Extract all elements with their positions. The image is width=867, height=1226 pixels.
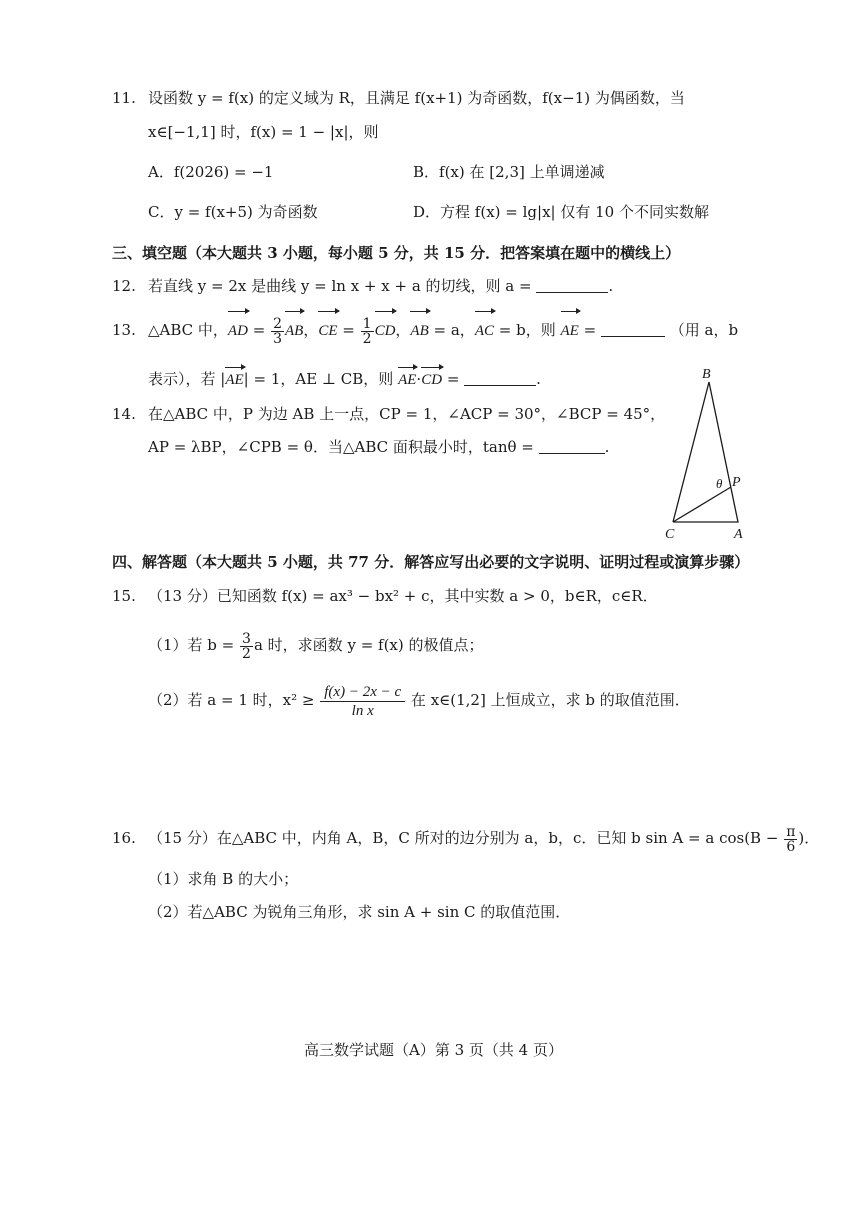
vector-cd-2: CD (421, 372, 443, 388)
vector-ab: AB (285, 314, 303, 348)
frac-den: 2 (362, 330, 372, 347)
dot-product: · (416, 370, 422, 388)
q13-line2-mid: | = 1，AE ⊥ CB，则 (243, 370, 394, 388)
q12-answer-blank[interactable] (536, 278, 608, 293)
fraction-3-2 (240, 632, 253, 661)
section4-heading: 四、解答题（本大题共 5 小题，共 77 分．解答应写出必要的文字说明、证明过程或演算步骤） (112, 553, 750, 571)
q16-stem-start: （15 分）在△ABC 中，内角 A，B，C 所对的边分别为 a，b，c．已知 b sin A = a cos(B − (148, 829, 779, 847)
vector-ae-3: AE (398, 372, 417, 388)
q12-end: . (608, 277, 614, 295)
q13-eq2: = (342, 321, 355, 339)
frac-den: 2 (242, 645, 251, 662)
q13-end: . (536, 370, 541, 388)
vector-ad: AD (228, 314, 248, 348)
triangle-abc (673, 382, 738, 522)
q16-part2: （2）若△ABC 为锐角三角形，求 sin A + sin C 的取值范围． (148, 903, 571, 921)
vector-ab-2: AB (410, 314, 428, 348)
q14-number: 14. (112, 405, 136, 423)
q15-part1-start: （1）若 b = (148, 636, 235, 654)
vector-cd: CD (375, 314, 396, 348)
q13-eq4: = (446, 370, 460, 388)
frac-num: 1 (362, 315, 372, 332)
q16-number: 16. (112, 829, 136, 847)
q15-number: 15. (112, 587, 136, 605)
q13-tail: （用 a，b (669, 321, 739, 339)
frac-num: 2 (273, 315, 282, 332)
q14-answer-blank[interactable] (539, 439, 605, 454)
q16-part1: （1）求角 B 的大小； (148, 870, 299, 888)
fraction-2-3 (271, 317, 284, 346)
q16-stem-end: )． (798, 829, 820, 847)
vector-ce: CE (318, 314, 337, 348)
q15-part2-start: （2）若 a = 1 时，x² ≥ (148, 691, 315, 709)
q12-question (148, 276, 613, 296)
comma: ， (395, 321, 411, 339)
q13-answer-blank-2[interactable] (464, 371, 536, 386)
vector-ae: AE (561, 314, 579, 348)
q13-eq1: = (252, 321, 266, 339)
vector-ac: AC (475, 314, 494, 348)
label-theta: θ (716, 476, 723, 491)
q14-line1: 在△ABC 中，P 为边 AB 上一点，CP = 1，∠ACP = 30°，∠BCP = 45°， (148, 405, 666, 423)
label-b: B (702, 367, 711, 382)
frac-den: 3 (273, 330, 282, 347)
frac-num: 3 (242, 630, 251, 647)
q13-line2-start: 表示），若 | (148, 370, 226, 388)
q13-eq-a: = a， (433, 321, 475, 339)
section3-heading: 三、填空题（本大题共 3 小题，每小题 5 分，共 15 分．把答案填在题中的横线上） (112, 244, 681, 262)
label-p: P (732, 475, 741, 490)
q15-stem: （13 分）已知函数 f(x) = ax³ − bx² + c，其中实数 a > 0，b∈R，c∈R． (148, 587, 658, 605)
q13-answer-blank-1[interactable] (601, 322, 665, 337)
frac-den: 6 (786, 838, 796, 855)
label-a: A (734, 527, 743, 542)
q16-stem (148, 821, 819, 855)
q15-part1 (148, 628, 484, 662)
q11-option-b: B．f(x) 在 [2,3] 上单调递减 (413, 163, 605, 181)
q11-option-d: D．方程 f(x) = lg|x| 仅有 10 个不同实数解 (413, 203, 709, 221)
q11-number: 11. (112, 89, 136, 107)
q12-text: 若直线 y = 2x 是曲线 y = ln x + x + a 的切线，则 a = (148, 277, 532, 295)
q12-number: 12. (112, 277, 136, 295)
q11-stem-line1: 设函数 y = f(x) 的定义域为 R，且满足 f(x+1) 为奇函数，f(x−1) 为偶函数，当 (148, 89, 685, 107)
q15-part2 (148, 680, 690, 720)
frac-num: f(x) − 2x − c (320, 683, 405, 702)
q15-part2-end: 在 x∈(1,2] 上恒成立，求 b 的取值范围． (410, 691, 690, 709)
q14-line2 (148, 437, 609, 457)
q13-triangle: △ABC 中， (148, 321, 228, 339)
frac-num: π (786, 823, 796, 840)
comma: ， (303, 321, 319, 339)
q13-eq-b: = b，则 (498, 321, 556, 339)
q11-stem-line2: x∈[−1,1] 时，f(x) = 1 − |x|，则 (148, 123, 379, 141)
page-footer: 高三数学试题（A）第 3 页（共 4 页） (304, 1041, 563, 1059)
frac-den: ln x (351, 702, 374, 719)
label-c: C (665, 527, 675, 542)
triangle-figure (656, 362, 756, 544)
q13-line2 (148, 369, 541, 390)
q11-option-a: A．f(2026) = −1 (148, 163, 274, 181)
fraction-1-2 (361, 317, 374, 346)
vector-ae-2: AE (225, 372, 244, 388)
q11-option-c: C．y = f(x+5) 为奇函数 (148, 203, 318, 221)
q15-part1-end: a 时，求函数 y = f(x) 的极值点； (253, 636, 484, 654)
fraction-inequality (320, 683, 405, 720)
segment-cp (673, 487, 731, 522)
q13-line1 (148, 313, 738, 348)
q14-end: . (604, 438, 610, 456)
q13-number: 13. (112, 321, 136, 339)
fraction-pi-6 (784, 825, 797, 854)
q13-eq3: = (583, 321, 597, 339)
q14-line2-text: AP = λBP，∠CPB = θ．当△ABC 面积最小时，tanθ = (148, 438, 534, 456)
